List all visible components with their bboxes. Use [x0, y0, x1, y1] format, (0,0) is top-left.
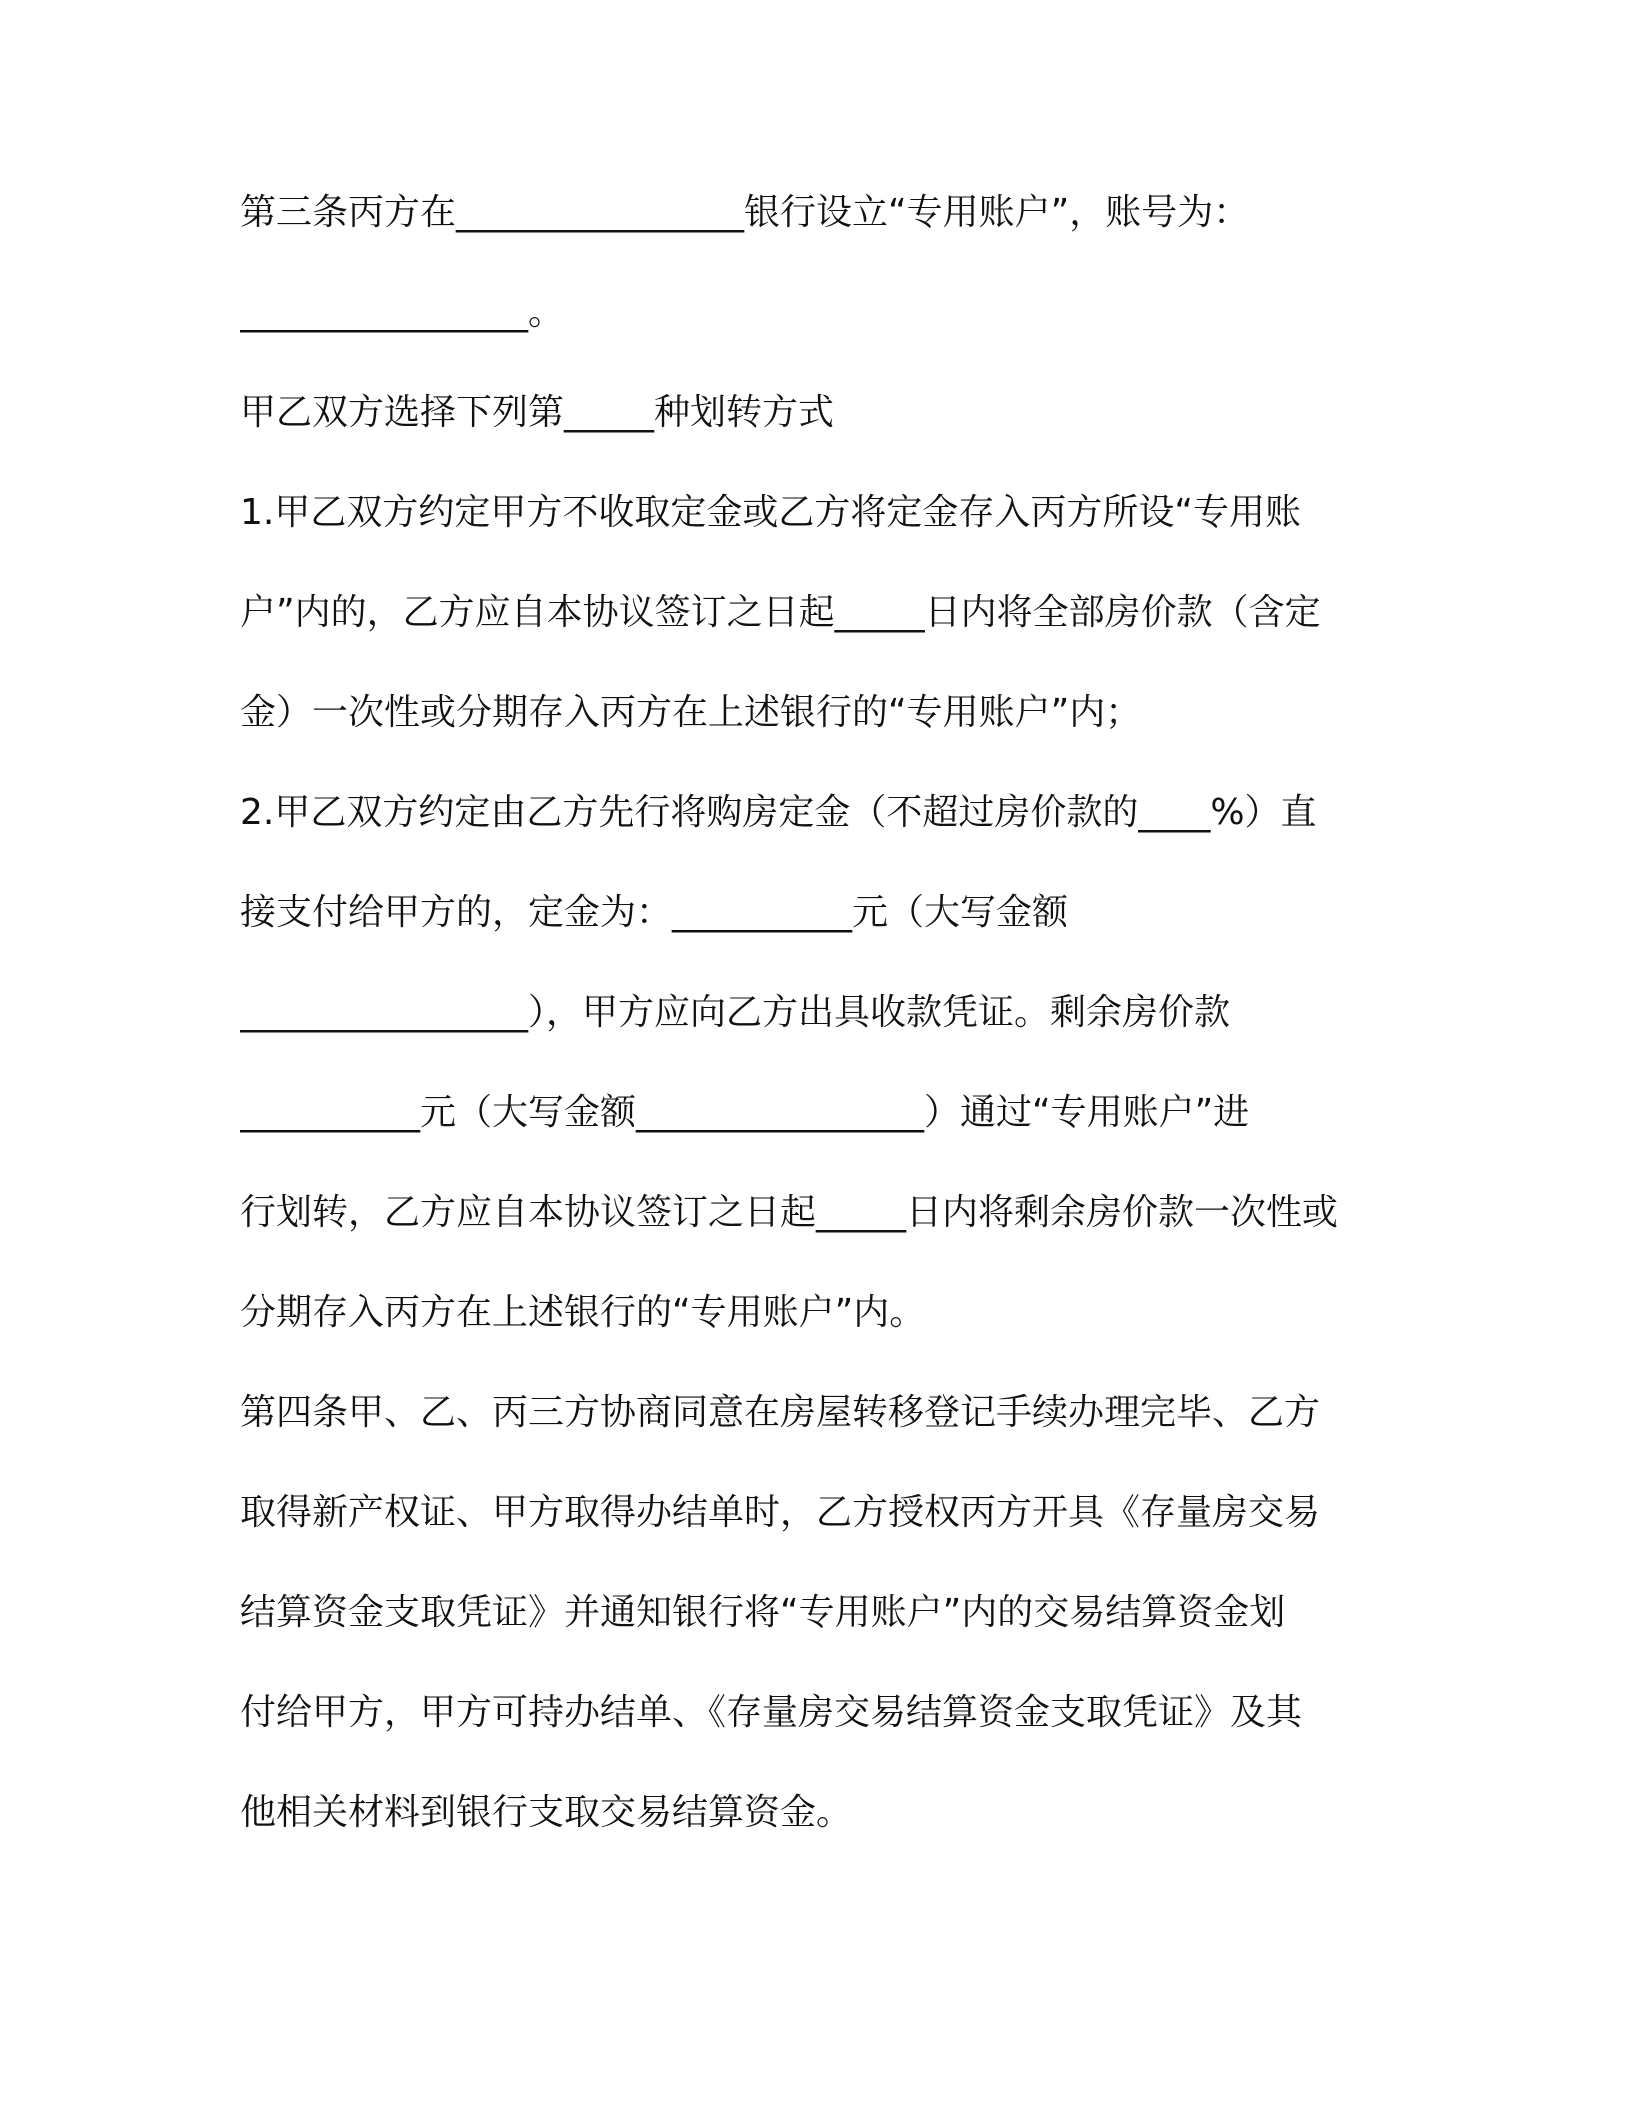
text-line-13: 第四条甲、乙、丙三方协商同意在房屋转移登记手续办理完毕、乙方: [240, 1392, 1321, 1433]
text-line-11: 行划转，乙方应自本协议签订之日起_____日内将剩余房价款一次性或: [240, 1192, 1339, 1233]
text-line-10: __________元（大写金额________________）通过“专用账户”进: [240, 1092, 1250, 1133]
text-line-5: 户”内的，乙方应自本协议签订之日起_____日内将全部房价款（含定: [240, 592, 1321, 633]
text-line-1: 第三条丙方在________________银行设立“专用账户”，账号为：: [240, 192, 1250, 233]
text-line-8: 接支付给甲方的，定金为：__________元（大写金额: [240, 892, 1069, 933]
text-line-14: 取得新产权证、甲方取得办结单时，乙方授权丙方开具《存量房交易: [240, 1492, 1321, 1533]
text-line-15: 结算资金支取凭证》并通知银行将“专用账户”内的交易结算资金划: [240, 1592, 1286, 1633]
document-body: [240, 180, 1400, 1880]
text-line-9: ________________），甲方应向乙方出具收款凭证。剩余房价款: [240, 992, 1231, 1033]
text-line-16: 付给甲方，甲方可持办结单、《存量房交易结算资金支取凭证》及其: [240, 1692, 1303, 1733]
text-line-6: 金）一次性或分期存入丙方在上述银行的“专用账户”内；: [240, 692, 1142, 733]
text-line-17: 他相关材料到银行支取交易结算资金。: [240, 1792, 853, 1833]
text-line-3: 甲乙双方选择下列第_____种划转方式: [240, 392, 835, 433]
text-line-7: 2.甲乙双方约定由乙方先行将购房定金（不超过房价款的____%）直: [240, 792, 1317, 833]
text-line-4: 1.甲乙双方约定甲方不收取定金或乙方将定金存入丙方所设“专用账: [240, 492, 1301, 533]
text-line-12: 分期存入丙方在上述银行的“专用账户”内。: [240, 1292, 926, 1333]
text-line-2: ________________。: [240, 292, 564, 333]
